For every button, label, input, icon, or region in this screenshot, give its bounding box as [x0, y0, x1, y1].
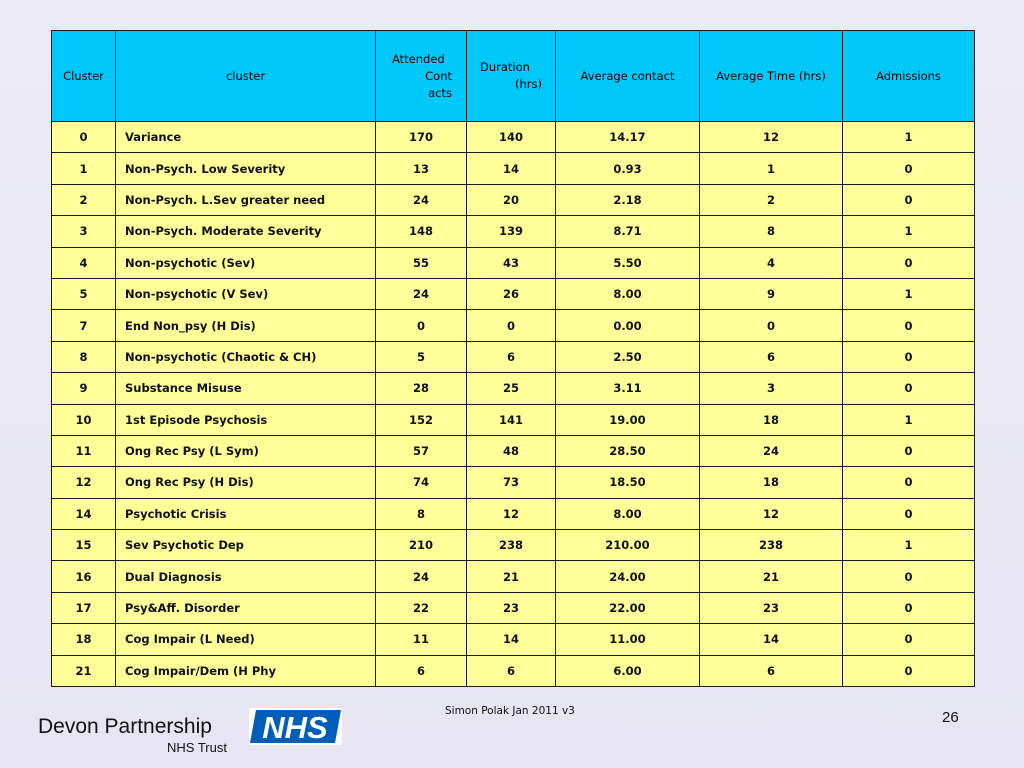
cell-cluster-number: 8	[52, 341, 116, 372]
header-duration-line2: (hrs)	[515, 77, 542, 91]
table-row	[52, 122, 975, 153]
cell-attended: 28	[376, 373, 467, 404]
cell-cluster-name: Sev Psychotic Dep	[116, 530, 376, 561]
table-row	[52, 624, 975, 655]
cell-cluster-number: 12	[52, 467, 116, 498]
cell-cluster-name: Non-Psych. Low Severity	[116, 153, 376, 184]
cell-admissions: 1	[843, 278, 975, 309]
cell-attended: 8	[376, 498, 467, 529]
cell-average-contact: 22.00	[556, 592, 700, 623]
cell-attended: 24	[376, 184, 467, 215]
cell-average-contact: 6.00	[556, 655, 700, 686]
cell-average-time: 23	[700, 592, 843, 623]
table-row	[52, 655, 975, 686]
cell-average-time: 0	[700, 310, 843, 341]
cell-average-contact: 3.11	[556, 373, 700, 404]
cell-average-time: 18	[700, 467, 843, 498]
org-subtitle: NHS Trust	[167, 740, 227, 755]
cluster-table	[51, 30, 975, 687]
cell-duration: 23	[467, 592, 556, 623]
cell-average-time: 3	[700, 373, 843, 404]
cell-admissions: 0	[843, 467, 975, 498]
cell-attended: 148	[376, 216, 467, 247]
cell-duration: 139	[467, 216, 556, 247]
cell-attended: 210	[376, 530, 467, 561]
cell-attended: 57	[376, 435, 467, 466]
cell-cluster-number: 16	[52, 561, 116, 592]
cell-average-contact: 8.00	[556, 498, 700, 529]
table-header-row	[52, 31, 975, 122]
cell-attended: 0	[376, 310, 467, 341]
cell-admissions: 0	[843, 310, 975, 341]
header-cluster-number: Cluster	[52, 31, 116, 122]
cell-attended: 24	[376, 278, 467, 309]
cell-cluster-number: 2	[52, 184, 116, 215]
cell-admissions: 0	[843, 184, 975, 215]
cell-cluster-name: Variance	[116, 122, 376, 153]
cell-cluster-number: 21	[52, 655, 116, 686]
header-cluster-name: cluster	[116, 31, 376, 122]
table-row	[52, 467, 975, 498]
cell-average-contact: 210.00	[556, 530, 700, 561]
cell-average-contact: 18.50	[556, 467, 700, 498]
cell-cluster-number: 18	[52, 624, 116, 655]
cell-attended: 24	[376, 561, 467, 592]
cell-average-time: 1	[700, 153, 843, 184]
header-average-contact: Average contact	[556, 31, 700, 122]
cell-average-time: 12	[700, 122, 843, 153]
cell-admissions: 0	[843, 153, 975, 184]
cell-cluster-name: Non-Psych. Moderate Severity	[116, 216, 376, 247]
cell-admissions: 1	[843, 530, 975, 561]
page-number: 26	[942, 709, 959, 726]
table-row	[52, 530, 975, 561]
cell-cluster-number: 4	[52, 247, 116, 278]
org-name: Devon Partnership	[38, 715, 212, 738]
cell-duration: 14	[467, 153, 556, 184]
header-attended-contacts	[376, 31, 467, 122]
nhs-logo	[249, 708, 342, 745]
header-attended-line3: acts	[428, 85, 452, 100]
cell-cluster-name: Non-psychotic (Sev)	[116, 247, 376, 278]
cell-admissions: 1	[843, 404, 975, 435]
cell-average-time: 21	[700, 561, 843, 592]
header-attended-line2: Cont	[425, 68, 452, 83]
cell-cluster-number: 11	[52, 435, 116, 466]
cell-duration: 6	[467, 341, 556, 372]
cell-duration: 43	[467, 247, 556, 278]
nhs-logo-graphic	[250, 709, 341, 744]
cell-duration: 141	[467, 404, 556, 435]
cell-duration: 21	[467, 561, 556, 592]
cell-cluster-number: 1	[52, 153, 116, 184]
cell-attended: 6	[376, 655, 467, 686]
cell-cluster-name: Dual Diagnosis	[116, 561, 376, 592]
cell-cluster-number: 17	[52, 592, 116, 623]
cell-average-contact: 14.17	[556, 122, 700, 153]
cell-attended: 170	[376, 122, 467, 153]
cell-duration: 25	[467, 373, 556, 404]
cell-average-time: 8	[700, 216, 843, 247]
table-row	[52, 184, 975, 215]
table-row	[52, 592, 975, 623]
cell-average-contact: 28.50	[556, 435, 700, 466]
cell-cluster-number: 15	[52, 530, 116, 561]
cell-average-time: 12	[700, 498, 843, 529]
cell-cluster-name: Substance Misuse	[116, 373, 376, 404]
cell-duration: 238	[467, 530, 556, 561]
table-body	[52, 122, 975, 687]
cell-duration: 0	[467, 310, 556, 341]
cell-attended: 55	[376, 247, 467, 278]
cell-admissions: 1	[843, 122, 975, 153]
cell-admissions: 0	[843, 341, 975, 372]
cell-average-contact: 19.00	[556, 404, 700, 435]
cell-admissions: 1	[843, 216, 975, 247]
cell-cluster-name: Non-psychotic (V Sev)	[116, 278, 376, 309]
header-admissions: Admissions	[843, 31, 975, 122]
cell-attended: 5	[376, 341, 467, 372]
cell-duration: 20	[467, 184, 556, 215]
cell-average-contact: 5.50	[556, 247, 700, 278]
cell-admissions: 0	[843, 498, 975, 529]
table-row	[52, 435, 975, 466]
table-row	[52, 341, 975, 372]
cell-average-contact: 2.18	[556, 184, 700, 215]
cell-average-time: 2	[700, 184, 843, 215]
cell-cluster-number: 0	[52, 122, 116, 153]
cell-cluster-name: Psy&Aff. Disorder	[116, 592, 376, 623]
cell-cluster-number: 5	[52, 278, 116, 309]
cell-attended: 152	[376, 404, 467, 435]
footer-note: Simon Polak Jan 2011 v3	[445, 705, 575, 717]
cell-duration: 12	[467, 498, 556, 529]
cell-attended: 22	[376, 592, 467, 623]
table-row	[52, 404, 975, 435]
cell-duration: 140	[467, 122, 556, 153]
cell-cluster-name: End Non_psy (H Dis)	[116, 310, 376, 341]
cell-cluster-number: 14	[52, 498, 116, 529]
cell-cluster-name: 1st Episode Psychosis	[116, 404, 376, 435]
cell-cluster-name: Ong Rec Psy (H Dis)	[116, 467, 376, 498]
table-row	[52, 498, 975, 529]
cell-cluster-name: Cog Impair/Dem (H Phy	[116, 655, 376, 686]
cell-average-time: 238	[700, 530, 843, 561]
cell-admissions: 0	[843, 247, 975, 278]
cell-duration: 26	[467, 278, 556, 309]
table-row	[52, 153, 975, 184]
cell-average-time: 14	[700, 624, 843, 655]
header-duration-line1: Duration	[480, 60, 530, 74]
table-row	[52, 373, 975, 404]
table-row	[52, 561, 975, 592]
header-duration	[467, 31, 556, 122]
cell-cluster-name: Non-Psych. L.Sev greater need	[116, 184, 376, 215]
cell-admissions: 0	[843, 561, 975, 592]
cell-average-contact: 2.50	[556, 341, 700, 372]
cell-average-contact: 24.00	[556, 561, 700, 592]
cell-admissions: 0	[843, 655, 975, 686]
cell-average-time: 4	[700, 247, 843, 278]
cell-average-contact: 8.00	[556, 278, 700, 309]
cell-duration: 6	[467, 655, 556, 686]
cell-average-time: 24	[700, 435, 843, 466]
cell-average-contact: 0.93	[556, 153, 700, 184]
cell-attended: 13	[376, 153, 467, 184]
cell-cluster-name: Ong Rec Psy (L Sym)	[116, 435, 376, 466]
cell-average-contact: 8.71	[556, 216, 700, 247]
header-average-time: Average Time (hrs)	[700, 31, 843, 122]
cell-admissions: 0	[843, 592, 975, 623]
cell-cluster-number: 10	[52, 404, 116, 435]
table-row	[52, 247, 975, 278]
cell-cluster-number: 3	[52, 216, 116, 247]
cell-cluster-number: 9	[52, 373, 116, 404]
cell-average-time: 18	[700, 404, 843, 435]
cell-cluster-name: Psychotic Crisis	[116, 498, 376, 529]
cell-cluster-name: Cog Impair (L Need)	[116, 624, 376, 655]
table-row	[52, 278, 975, 309]
cell-cluster-number: 7	[52, 310, 116, 341]
cell-duration: 73	[467, 467, 556, 498]
cell-admissions: 0	[843, 435, 975, 466]
cell-admissions: 0	[843, 624, 975, 655]
cell-average-time: 6	[700, 655, 843, 686]
cell-attended: 74	[376, 467, 467, 498]
table-row	[52, 310, 975, 341]
table-row	[52, 216, 975, 247]
header-attended-line1: Attended	[392, 51, 445, 66]
cell-attended: 11	[376, 624, 467, 655]
cell-duration: 14	[467, 624, 556, 655]
cell-average-time: 6	[700, 341, 843, 372]
cell-average-contact: 11.00	[556, 624, 700, 655]
cell-average-time: 9	[700, 278, 843, 309]
nhs-logo-text: NHS	[262, 710, 328, 744]
cell-admissions: 0	[843, 373, 975, 404]
cell-average-contact: 0.00	[556, 310, 700, 341]
cell-cluster-name: Non-psychotic (Chaotic & CH)	[116, 341, 376, 372]
cell-duration: 48	[467, 435, 556, 466]
